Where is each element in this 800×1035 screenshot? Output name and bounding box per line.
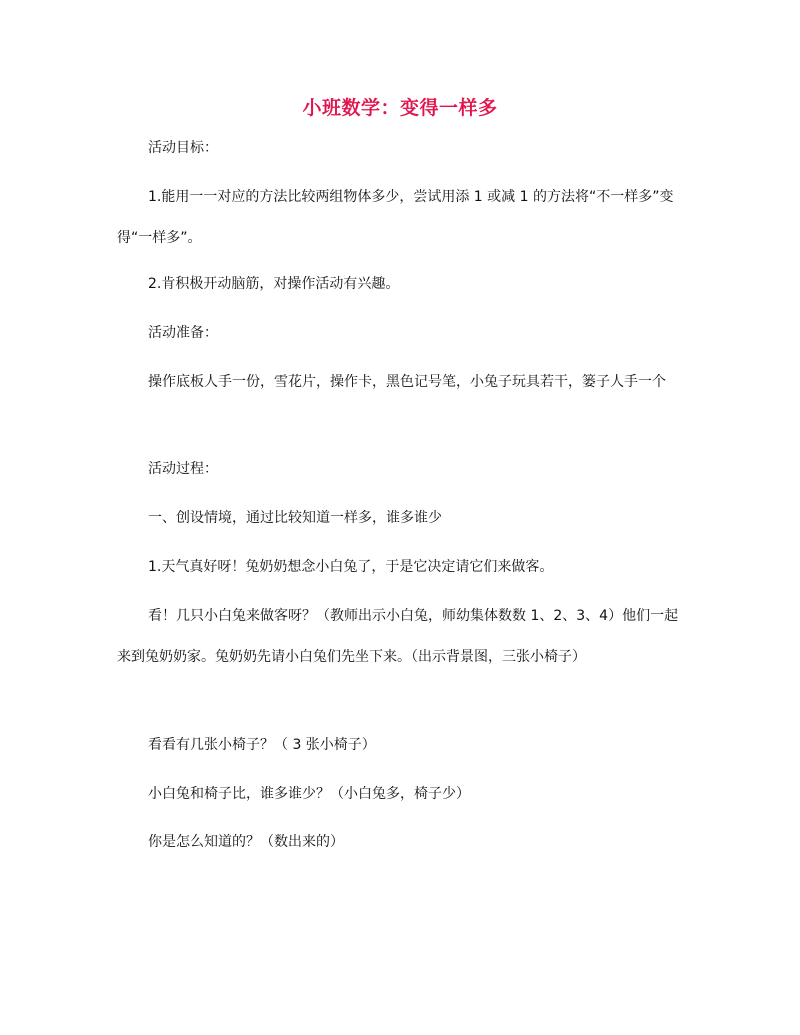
process-paragraph-2: 看！几只小白兔来做客呀？（教师出示小白兔，师幼集体数数 1、2、3、4）他们一起来到兔奶奶家。兔奶奶先请小白兔们先坐下来。（出示背景图，三张小椅子） xyxy=(117,608,679,665)
section-heading-goals: 活动目标： xyxy=(148,140,218,156)
document-title: 小班数学：变得一样多 xyxy=(302,97,498,119)
process-step-1-heading: 一、创设情境，通过比较知道一样多，谁多谁少 xyxy=(148,510,442,526)
goal-item-2: 2.肯积极开动脑筋，对操作活动有兴趣。 xyxy=(148,276,400,292)
process-paragraph-4: 小白兔和椅子比，谁多谁少？（小白兔多，椅子少） xyxy=(148,786,470,802)
goal-item-1: 1.能用一一对应的方法比较两组物体多少，尝试用添 1 或减 1 的方法将“不一样多”变得“一样多”。 xyxy=(117,189,674,246)
process-paragraph-1: 1.天气真好呀！兔奶奶想念小白兔了，于是它决定请它们来做客。 xyxy=(148,559,554,575)
process-paragraph-3: 看看有几张小椅子？（ 3 张小椅子） xyxy=(148,737,376,753)
section-heading-preparation: 活动准备： xyxy=(148,325,218,341)
section-heading-process: 活动过程： xyxy=(148,461,218,477)
process-paragraph-5: 你是怎么知道的？（数出来的） xyxy=(148,834,344,850)
preparation-text: 操作底板人手一份，雪花片，操作卡，黑色记号笔，小兔子玩具若干，篓子人手一个 xyxy=(148,374,666,390)
